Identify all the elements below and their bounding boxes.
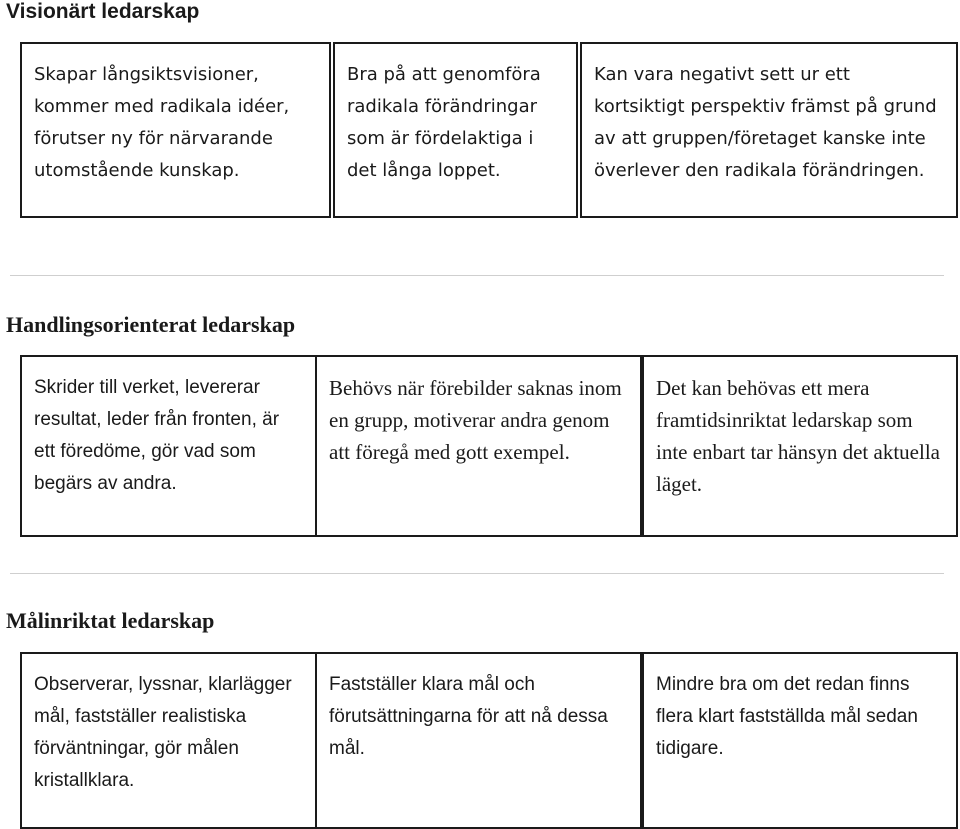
info-box (642, 652, 958, 829)
section-heading-visionart: Visionärt ledarskap (6, 0, 200, 23)
box-text: Kan vara negativt sett ur ett kortsiktigt perspektiv främst på grund av att gruppen/företaget kanske inte överlever den radikala förändringen. (594, 64, 937, 181)
box-text: Skapar långsiktsvisioner, kommer med radikala idéer, förutser ny för närvarande utomstående kunskap. (34, 64, 290, 181)
info-box (580, 42, 958, 218)
info-box (20, 652, 317, 829)
box-text: Bra på att genomföra radikala förändringar som är fördelaktiga i det långa loppet. (347, 64, 541, 181)
info-box (315, 355, 642, 537)
box-text: Fastställer klara mål och förutsättningarna för att nå dessa mål. (329, 674, 608, 759)
info-box (20, 355, 317, 537)
box-text: Behövs när förebilder saknas inom en grupp, motiverar andra genom att föregå med gott exempel. (329, 376, 622, 464)
info-box (20, 42, 331, 218)
section-heading-handlingsorienterat: Handlingsorienterat ledarskap (6, 312, 296, 337)
section-divider (10, 573, 944, 574)
info-box (642, 355, 958, 537)
info-box (333, 42, 578, 218)
info-box (315, 652, 642, 829)
box-text: Det kan behövas ett mera framtidsinriktat ledarskap som inte enbart tar hänsyn det aktuella läget. (656, 376, 940, 496)
box-text: Observerar, lyssnar, klarlägger mål, fastställer realistiska förväntningar, gör målen kristallklara. (34, 674, 292, 791)
section-heading-malinriktat: Målinriktat ledarskap (6, 608, 215, 633)
box-text: Mindre bra om det redan finns flera klart fastställda mål sedan tidigare. (656, 674, 918, 759)
section-divider (10, 275, 944, 276)
box-text: Skrider till verket, levererar resultat, leder från fronten, är ett föredöme, gör vad som begärs av andra. (34, 377, 280, 494)
